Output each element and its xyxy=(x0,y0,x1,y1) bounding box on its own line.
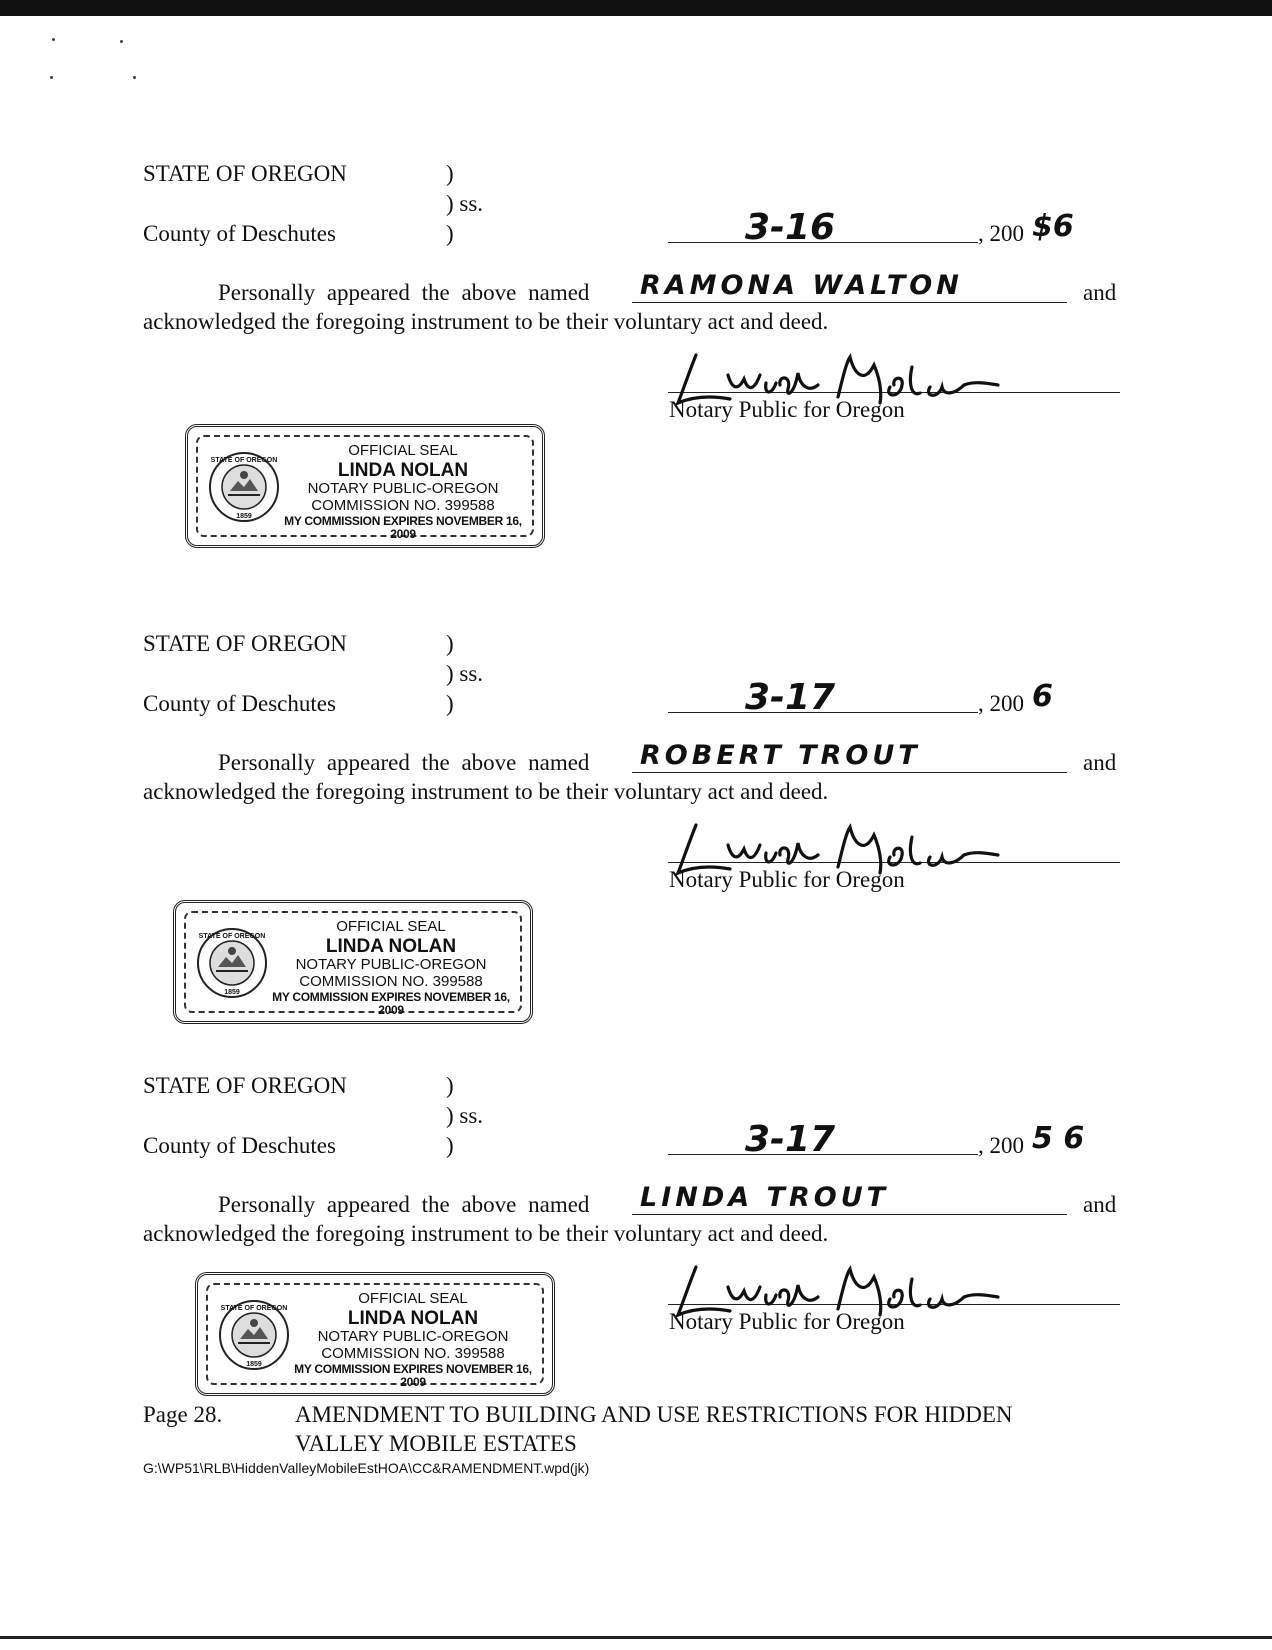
county-label: County of Deschutes xyxy=(143,691,336,716)
appeared-text: Personally appeared the above named xyxy=(218,750,590,775)
oregon-state-seal-icon xyxy=(196,927,268,999)
seal-emblem-year: 1859 xyxy=(224,989,240,996)
file-path: G:\WP51\RLB\HiddenValleyMobileEstHOA\CC&RAMENDMENT.wpd(jk) xyxy=(143,1460,590,1476)
appeared-text: Personally appeared the above named xyxy=(218,1192,590,1217)
paren-1: ) xyxy=(446,631,454,656)
seal-notary-name: LINDA NOLAN xyxy=(347,1307,479,1329)
year-printed: , 200 xyxy=(978,691,1024,716)
acknowledgment-text: acknowledged the foregoing instrument to be their voluntary act and deed. xyxy=(143,779,829,804)
state-heading: STATE OF OREGON xyxy=(143,631,347,656)
seal-notary-name: LINDA NOLAN xyxy=(325,935,457,957)
paren-3: ) xyxy=(446,691,454,716)
seal-commission-number: COMMISSION NO. 399588 xyxy=(311,496,495,514)
seal-notary-public: NOTARY PUBLIC-OREGON xyxy=(317,1328,509,1346)
seal-emblem-text: STATE OF OREGON xyxy=(220,1305,288,1312)
seal-emblem-text: STATE OF OREGON xyxy=(210,457,278,464)
handwritten-year: 5 6 xyxy=(1032,1121,1085,1156)
acknowledgment-text: acknowledged the foregoing instrument to be their voluntary act and deed. xyxy=(143,309,829,334)
oregon-state-seal-icon xyxy=(208,451,280,523)
notary-acknowledgment-block xyxy=(0,0,1272,420)
notary-seal-stamp xyxy=(185,424,545,548)
ss-mark: ) ss. xyxy=(446,1103,484,1128)
seal-expiration: MY COMMISSION EXPIRES NOVEMBER 16, 2009 xyxy=(294,1361,532,1390)
page-number: Page 28. xyxy=(143,1402,223,1427)
year-printed: , 200 xyxy=(978,1133,1024,1158)
seal-emblem-year: 1859 xyxy=(236,513,252,520)
and-text: and xyxy=(1083,280,1117,305)
ss-mark: ) ss. xyxy=(446,191,484,216)
seal-title: OFFICIAL SEAL xyxy=(358,1290,468,1307)
appeared-text: Personally appeared the above named xyxy=(218,280,590,305)
paren-1: ) xyxy=(446,1073,454,1098)
acknowledgment-text: acknowledged the foregoing instrument to be their voluntary act and deed. xyxy=(143,1221,829,1246)
handwritten-name: RAMONA WALTON xyxy=(640,270,963,301)
and-text: and xyxy=(1083,750,1117,775)
name-underline xyxy=(632,1214,1067,1215)
ss-mark: ) ss. xyxy=(446,661,484,686)
handwritten-year: $6 xyxy=(1032,209,1074,244)
seal-notary-public: NOTARY PUBLIC-OREGON xyxy=(307,480,499,498)
notary-seal-stamp xyxy=(173,900,533,1024)
seal-emblem-year: 1859 xyxy=(246,1361,262,1368)
notary-public-label: Notary Public for Oregon xyxy=(669,397,905,422)
seal-notary-name: LINDA NOLAN xyxy=(337,459,469,481)
name-underline xyxy=(632,772,1067,773)
notary-public-label: Notary Public for Oregon xyxy=(669,867,905,892)
seal-expiration: MY COMMISSION EXPIRES NOVEMBER 16, 2009 xyxy=(272,989,510,1018)
paren-1: ) xyxy=(446,161,454,186)
state-heading: STATE OF OREGON xyxy=(143,161,347,186)
seal-emblem-text: STATE OF OREGON xyxy=(198,933,266,940)
handwritten-year: 6 xyxy=(1032,679,1053,714)
oregon-state-seal-icon xyxy=(218,1299,290,1371)
seal-commission-number: COMMISSION NO. 399588 xyxy=(299,972,483,990)
state-heading: STATE OF OREGON xyxy=(143,1073,347,1098)
year-printed: , 200 xyxy=(978,221,1024,246)
scan-bottom-border xyxy=(0,1636,1272,1639)
county-label: County of Deschutes xyxy=(143,1133,336,1158)
seal-title: OFFICIAL SEAL xyxy=(336,918,446,935)
and-text: and xyxy=(1083,1192,1117,1217)
handwritten-date: 3-17 xyxy=(745,677,836,718)
seal-expiration: MY COMMISSION EXPIRES NOVEMBER 16, 2009 xyxy=(284,513,522,542)
handwritten-name: LINDA TROUT xyxy=(640,1182,890,1213)
handwritten-date: 3-16 xyxy=(745,207,836,248)
handwritten-name: ROBERT TROUT xyxy=(640,740,921,771)
name-underline xyxy=(632,302,1067,303)
seal-notary-public: NOTARY PUBLIC-OREGON xyxy=(295,956,487,974)
county-label: County of Deschutes xyxy=(143,221,336,246)
document-title-line-1: AMENDMENT TO BUILDING AND USE RESTRICTIONS FOR HIDDEN xyxy=(295,1402,1013,1427)
notary-public-label: Notary Public for Oregon xyxy=(669,1309,905,1334)
seal-title: OFFICIAL SEAL xyxy=(348,442,458,459)
paren-3: ) xyxy=(446,221,454,246)
paren-3: ) xyxy=(446,1133,454,1158)
document-title-line-2: VALLEY MOBILE ESTATES xyxy=(295,1431,577,1456)
seal-commission-number: COMMISSION NO. 399588 xyxy=(321,1344,505,1362)
notary-seal-stamp xyxy=(195,1272,555,1396)
handwritten-date: 3-17 xyxy=(745,1119,836,1160)
